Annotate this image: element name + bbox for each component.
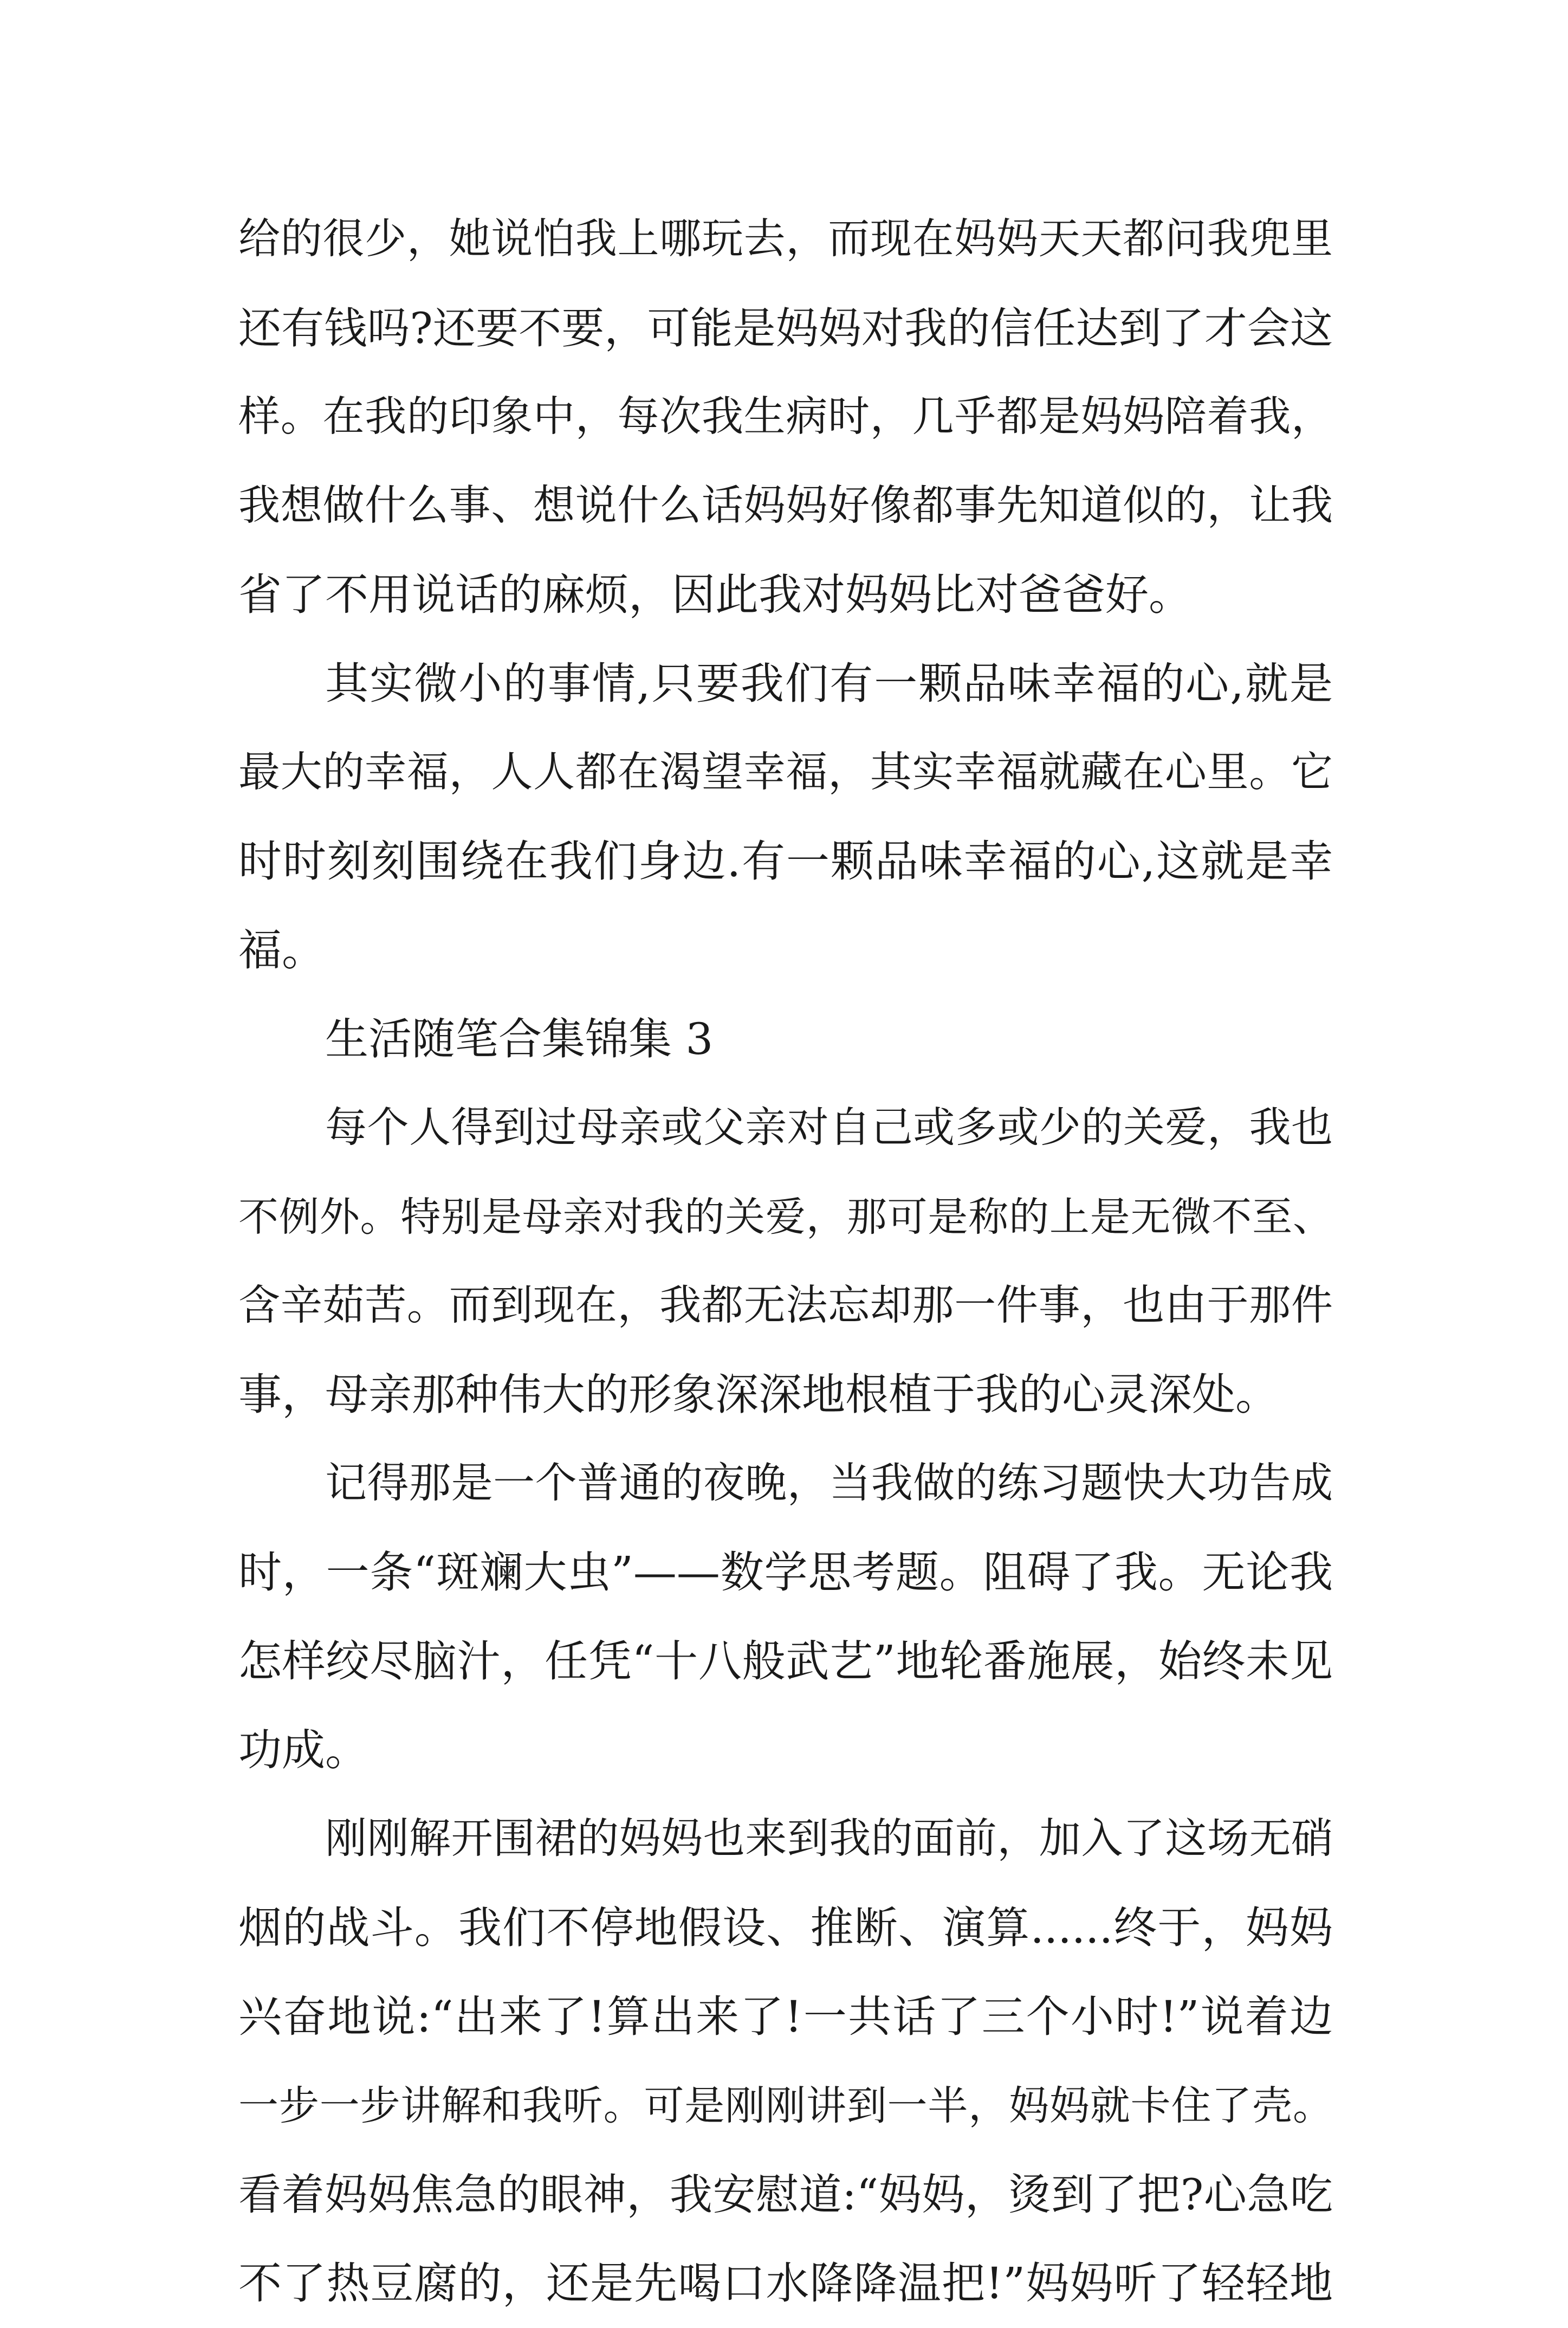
text-line: 含辛茹苦。而到现在，我都无法忘却那一件事，也由于那件 (238, 1282, 1333, 1330)
text-line: 样。在我的印象中，每次我生病时，几乎都是妈妈陪着我， (238, 393, 1333, 441)
text-line: 其实微小的事情,只要我们有一颗品味幸福的心,就是 (325, 658, 1333, 709)
text-line: 兴奋地说:“出来了!算出来了!一共话了三个小时!”说着边 (238, 1991, 1333, 2042)
text-line: 我想做什么事、想说什么话妈妈好像都事先知道似的，让我 (238, 482, 1333, 530)
text-line: 最大的幸福，人人都在渴望幸福，其实幸福就藏在心里。它 (238, 748, 1333, 797)
text-line: 福。 (238, 925, 325, 975)
text-line: 时，一条“斑斓大虫”——数学思考题。阻碍了我。无论我 (238, 1547, 1333, 1598)
text-line: 烟的战斗。我们不停地假设、推断、演算......终于，妈妈 (238, 1903, 1333, 1953)
document-body (238, 195, 1333, 2328)
text-line: 给的很少，她说怕我上哪玩去，而现在妈妈天天都问我兜里 (238, 215, 1333, 263)
text-line: 刚刚解开围裙的妈妈也来到我的面前，加入了这场无硝 (325, 1815, 1333, 1863)
text-line: 还有钱吗?还要不要，可能是妈妈对我的信任达到了才会这 (238, 303, 1333, 353)
text-line: 省了不用说话的麻烦，因此我对妈妈比对爸爸好。 (238, 570, 1192, 620)
text-line: 看着妈妈焦急的眼神，我安慰道:“妈妈，烫到了把?心急吃 (238, 2170, 1333, 2220)
text-line: 每个人得到过母亲或父亲对自己或多或少的关爱，我也 (325, 1104, 1333, 1152)
text-line: 功成。 (238, 1725, 368, 1775)
text-line: 时时刻刻围绕在我们身边.有一颗品味幸福的心,这就是幸 (238, 836, 1333, 887)
text-line: 记得那是一个普通的夜晚，当我做的练习题快大功告成 (325, 1459, 1333, 1508)
text-line: 一步一步讲解和我听。可是刚刚讲到一半，妈妈就卡住了壳。 (238, 2083, 1333, 2129)
text-line: 不了热豆腐的，还是先喝口水降降温把!”妈妈听了轻轻地 (238, 2258, 1333, 2308)
text-line: 不例外。特别是母亲对我的关爱，那可是称的上是无微不至、 (238, 1194, 1333, 1240)
text-line: 怎样绞尽脑汁，任凭“十八般武艺”地轮番施展，始终未见 (238, 1636, 1333, 1686)
text-line: 事，母亲那种伟大的形象深深地根植于我的心灵深处。 (238, 1369, 1279, 1420)
section-heading: 生活随笔合集锦集 3 (325, 1014, 714, 1064)
